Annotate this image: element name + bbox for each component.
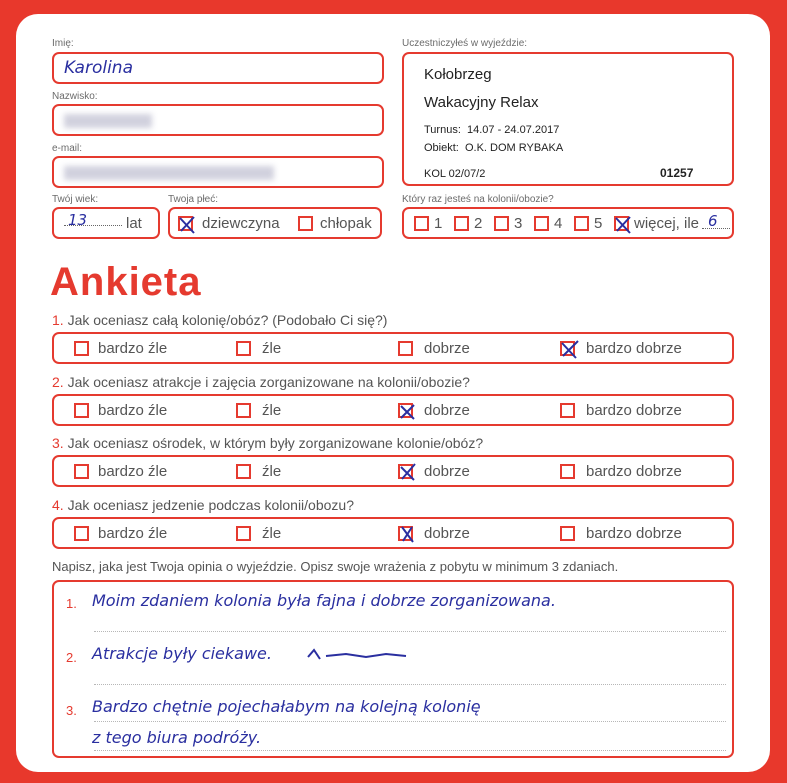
age-field[interactable]	[52, 207, 160, 239]
option-label: dobrze	[424, 340, 470, 357]
writing-line	[94, 631, 726, 632]
q3-bardzo-zle-checkbox[interactable]	[74, 464, 89, 479]
q1-bardzo-dobrze-checkbox[interactable]	[560, 341, 575, 356]
writing-line	[94, 684, 726, 685]
age-unit: lat	[126, 215, 142, 232]
question-text: Jak oceniasz jedzenie podczas kolonii/obozu?	[67, 497, 354, 513]
trip-city: Kołobrzeg	[424, 66, 492, 83]
gender-boy-label: chłopak	[320, 215, 372, 232]
trip-program: Wakacyjny Relax	[424, 94, 539, 111]
check-mark-icon	[559, 339, 580, 360]
q3-zle-checkbox[interactable]	[236, 464, 251, 479]
question-3	[52, 435, 483, 451]
survey-sheet	[16, 14, 770, 772]
opinion-line-4: z tego biura podróży.	[92, 728, 262, 747]
q2-bardzo-zle-checkbox[interactable]	[74, 403, 89, 418]
trip-number: 01257	[660, 166, 694, 180]
option-label: bardzo źle	[98, 402, 168, 419]
option-label: bardzo dobrze	[586, 525, 682, 542]
q4-bardzo-zle-checkbox[interactable]	[74, 526, 89, 541]
times-5-label: 5	[594, 215, 603, 232]
surname-redacted	[64, 114, 152, 128]
option-label: bardzo dobrze	[586, 340, 682, 357]
times-2-label: 2	[474, 215, 483, 232]
surname-label: Nazwisko:	[52, 91, 98, 102]
opinion-line-1: Moim zdaniem kolonia była fajna i dobrze zorganizowana.	[92, 591, 556, 610]
email-label: e-mail:	[52, 143, 83, 154]
option-label: bardzo źle	[98, 463, 168, 480]
q4-bardzo-dobrze-checkbox[interactable]	[560, 526, 575, 541]
q2-zle-checkbox[interactable]	[236, 403, 251, 418]
question-number: 3.	[52, 435, 64, 451]
email-field[interactable]	[52, 156, 384, 188]
question-text: Jak oceniasz atrakcje i zajęcia zorganizowane na kolonii/obozie?	[67, 374, 470, 390]
trip-obiekt: Obiekt: O.K. DOM RYBAKA	[424, 142, 564, 154]
q1-bardzo-zle-checkbox[interactable]	[74, 341, 89, 356]
q4-zle-checkbox[interactable]	[236, 526, 251, 541]
option-label: źle	[262, 402, 282, 419]
q3-dobrze-checkbox[interactable]	[398, 464, 413, 479]
trip-turnus: Turnus: 14.07 - 24.07.2017	[424, 124, 560, 136]
question-text: Jak oceniasz całą kolonię/obóz? (Podobało Ci się?)	[67, 312, 388, 328]
question-text: Jak oceniasz ośrodek, w którym były zorganizowane kolonie/obóz?	[67, 435, 484, 451]
trip-label: Uczestniczyłeś w wyjeździe:	[402, 38, 528, 49]
gender-boy-checkbox[interactable]	[298, 216, 313, 231]
times-5-checkbox[interactable]	[574, 216, 589, 231]
scribble-icon	[306, 648, 426, 662]
times-4-checkbox[interactable]	[534, 216, 549, 231]
question-2	[52, 374, 470, 390]
times-more-checkbox[interactable]	[614, 216, 629, 231]
option-label: źle	[262, 525, 282, 542]
times-value: 6	[708, 212, 718, 230]
gender-girl-label: dziewczyna	[202, 215, 280, 232]
times-label: Który raz jesteś na kolonii/obozie?	[402, 194, 554, 205]
option-label: dobrze	[424, 402, 470, 419]
answer-row-3	[52, 455, 734, 487]
answer-row-1	[52, 332, 734, 364]
gender-field	[168, 207, 382, 239]
times-1-label: 1	[434, 215, 443, 232]
option-label: źle	[262, 463, 282, 480]
question-4	[52, 497, 354, 513]
gender-girl-checkbox[interactable]	[178, 216, 193, 231]
question-number: 4.	[52, 497, 64, 513]
times-4-label: 4	[554, 215, 563, 232]
q3-bardzo-dobrze-checkbox[interactable]	[560, 464, 575, 479]
check-mark-icon	[397, 462, 418, 483]
check-mark-icon	[613, 214, 634, 235]
trip-code: KOL 02/07/2	[424, 168, 486, 180]
answer-row-4	[52, 517, 734, 549]
age-value: 13	[68, 211, 88, 229]
check-mark-icon	[397, 401, 418, 422]
opinion-line-3: Bardzo chętnie pojechałabym na kolejną kolonię	[92, 697, 481, 716]
name-value: Karolina	[64, 58, 133, 78]
writing-line	[94, 750, 726, 751]
question-1	[52, 312, 387, 328]
email-redacted	[64, 166, 274, 180]
opinion-prompt: Napisz, jaka jest Twoja opinia o wyjeździe. Opisz swoje wrażenia z pobytu w minimum 3 zdaniach.	[52, 559, 619, 574]
q1-dobrze-checkbox[interactable]	[398, 341, 413, 356]
age-label: Twój wiek:	[52, 194, 99, 205]
name-field[interactable]	[52, 52, 384, 84]
times-more-label: więcej, ile	[634, 215, 700, 232]
trip-info-box	[402, 52, 734, 186]
times-3-checkbox[interactable]	[494, 216, 509, 231]
surname-field[interactable]	[52, 104, 384, 136]
times-1-checkbox[interactable]	[414, 216, 429, 231]
check-mark-icon	[177, 214, 198, 235]
opinion-line-2: Atrakcje były ciekawe.	[92, 644, 272, 663]
q1-zle-checkbox[interactable]	[236, 341, 251, 356]
writing-line	[94, 721, 726, 722]
gender-label: Twoja płeć:	[168, 194, 219, 205]
option-label: bardzo źle	[98, 340, 168, 357]
option-label: dobrze	[424, 463, 470, 480]
name-label: Imię:	[52, 38, 74, 49]
question-number: 2.	[52, 374, 64, 390]
opinion-number: 1.	[66, 596, 77, 611]
q4-dobrze-checkbox[interactable]	[398, 526, 413, 541]
opinion-number: 2.	[66, 650, 77, 665]
question-number: 1.	[52, 312, 64, 328]
answer-row-2	[52, 394, 734, 426]
opinion-number: 3.	[66, 703, 77, 718]
times-field	[402, 207, 734, 239]
check-mark-icon	[397, 524, 418, 545]
option-label: bardzo dobrze	[586, 402, 682, 419]
option-label: bardzo źle	[98, 525, 168, 542]
times-2-checkbox[interactable]	[454, 216, 469, 231]
option-label: bardzo dobrze	[586, 463, 682, 480]
q2-bardzo-dobrze-checkbox[interactable]	[560, 403, 575, 418]
option-label: źle	[262, 340, 282, 357]
survey-title: Ankieta	[50, 260, 202, 304]
option-label: dobrze	[424, 525, 470, 542]
q2-dobrze-checkbox[interactable]	[398, 403, 413, 418]
times-3-label: 3	[514, 215, 523, 232]
